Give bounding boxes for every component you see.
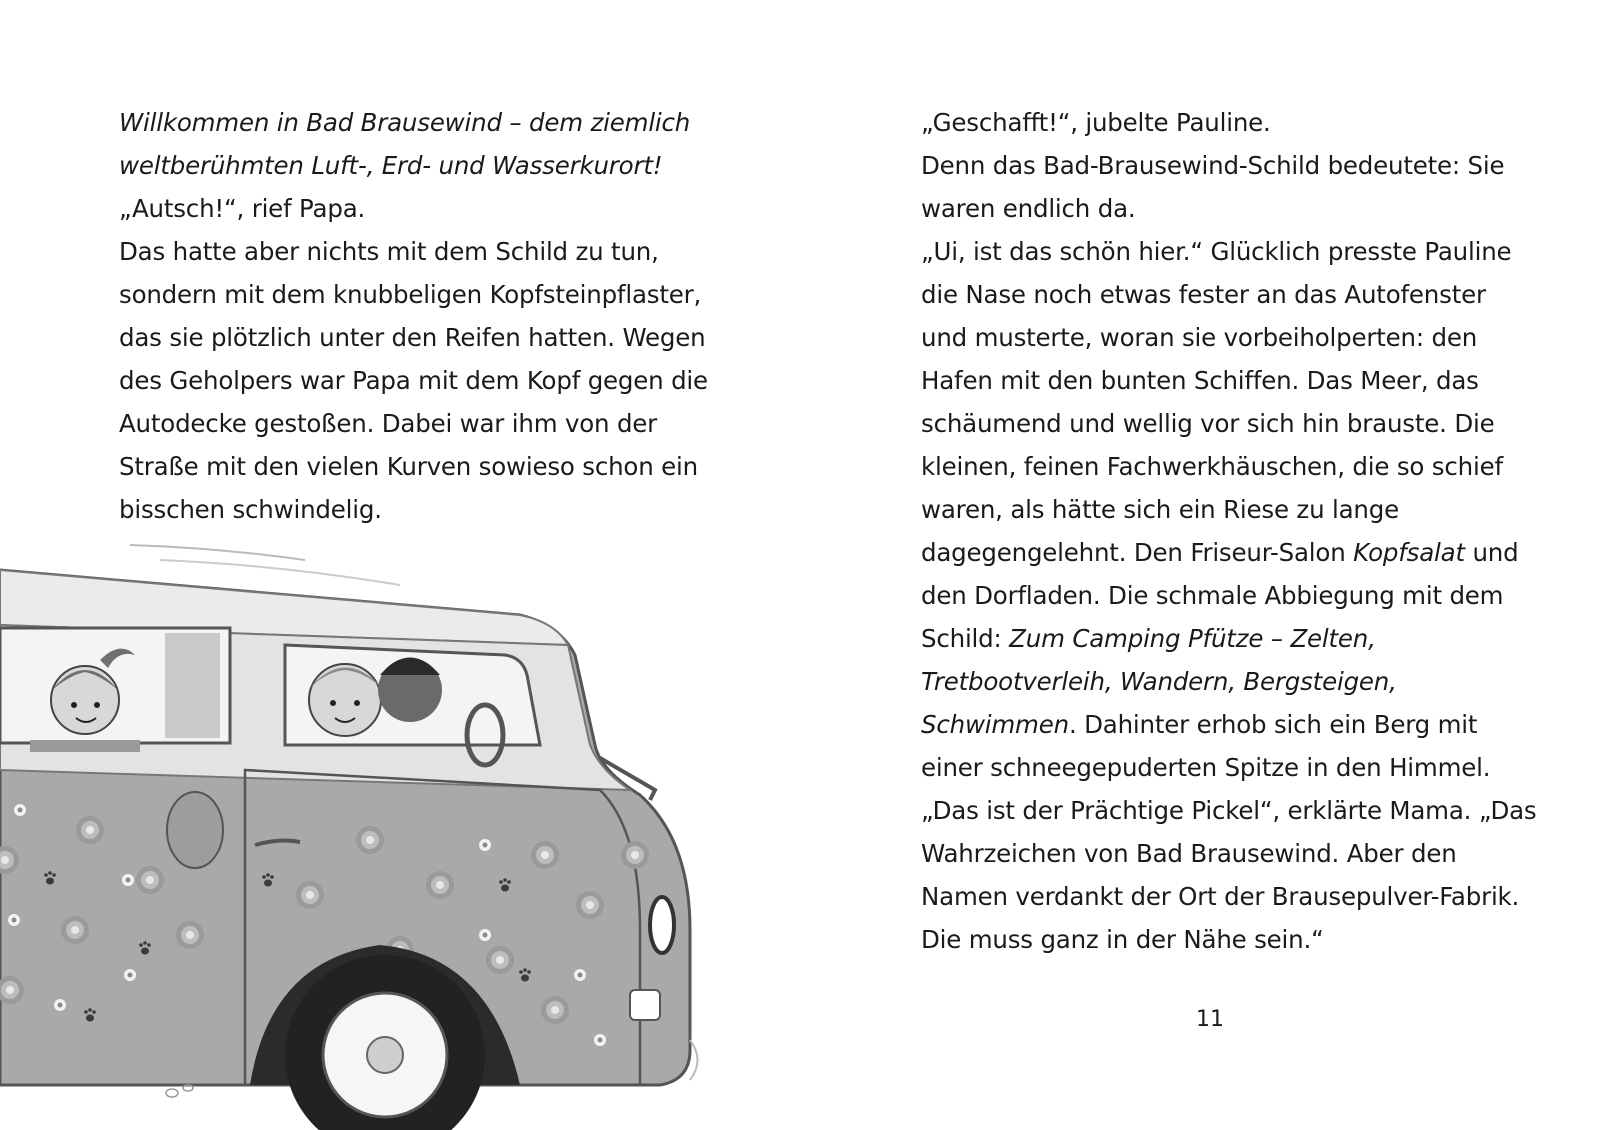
right-page-text (921, 101, 1537, 961)
text-line (119, 144, 679, 187)
text-line (921, 789, 1537, 832)
text-line (921, 144, 1521, 187)
italic-text: weltberühmten Luft-, Erd- und Wasserkurort! (119, 151, 663, 180)
text-line (921, 273, 1521, 316)
text-line (119, 402, 679, 445)
text-segment: bisschen schwindelig. (119, 495, 382, 524)
text-line (921, 832, 1521, 875)
text-line (921, 187, 1521, 230)
text-line (921, 402, 1521, 445)
italic-text: Willkommen in Bad Brausewind – dem ziemlich (119, 108, 691, 137)
text-line (119, 187, 679, 230)
text-line (921, 918, 1521, 961)
text-line (921, 617, 1521, 660)
text-line (921, 660, 1521, 703)
text-segment: Die muss ganz in der Nähe sein.“ (921, 925, 1324, 954)
text-line (119, 230, 679, 273)
text-line (921, 101, 1521, 144)
text-segment: Autodecke gestoßen. Dabei war ihm von der (119, 409, 658, 438)
text-line (921, 230, 1521, 273)
text-segment: waren endlich da. (921, 194, 1136, 223)
text-segment: dagegengelehnt. Den Friseur-Salon (921, 538, 1354, 567)
italic-text: Schwimmen (921, 710, 1069, 739)
italic-text: Zum Camping Pfütze – Zelten, (1009, 624, 1376, 653)
text-segment: Straße mit den vielen Kurven sowieso schon ein (119, 452, 698, 481)
text-segment: Namen verdankt der Ort der Brausepulver-Fabrik. (921, 882, 1520, 911)
text-segment: und (1464, 538, 1519, 567)
text-segment: sondern mit dem knubbeligen Kopfsteinpflaster, (119, 280, 702, 309)
page-number: 11 (1196, 1007, 1224, 1032)
text-segment: Hafen mit den bunten Schiffen. Das Meer, das (921, 366, 1479, 395)
text-line (921, 746, 1521, 789)
text-line (921, 445, 1521, 488)
text-line (921, 875, 1521, 918)
text-line (119, 273, 702, 316)
text-segment: „Ui, ist das schön hier.“ Glücklich presste Pauline (921, 237, 1512, 266)
text-segment: Denn das Bad-Brausewind-Schild bedeutete: Sie (921, 151, 1505, 180)
text-line (119, 445, 698, 488)
text-segment: Wahrzeichen von Bad Brausewind. Aber den (921, 839, 1457, 868)
text-segment: die Nase noch etwas fester an das Autofenster (921, 280, 1486, 309)
text-segment: das sie plötzlich unter den Reifen hatten. Wegen (119, 323, 706, 352)
text-segment: Schild: (921, 624, 1010, 653)
text-segment: waren, als hätte sich ein Riese zu lange (921, 495, 1399, 524)
text-segment: kleinen, feinen Fachwerkhäuschen, die so schief (921, 452, 1503, 481)
text-line (921, 316, 1521, 359)
text-line (921, 574, 1521, 617)
text-segment: „Autsch!“, rief Papa. (119, 194, 366, 223)
text-line (921, 531, 1521, 574)
text-segment: den Dorfladen. Die schmale Abbiegung mit dem (921, 581, 1504, 610)
text-segment: des Geholpers war Papa mit dem Kopf gegen die (119, 366, 708, 395)
text-segment: einer schneegepuderten Spitze in den Himmel. (921, 753, 1491, 782)
text-line (119, 359, 708, 402)
text-segment: „Das ist der Prächtige Pickel“, erklärte Mama. „Das (921, 796, 1537, 825)
text-segment: . Dahinter erhob sich ein Berg mit (1068, 710, 1478, 739)
text-line (921, 703, 1521, 746)
left-page-text (119, 101, 708, 531)
text-line (921, 359, 1521, 402)
text-line (119, 316, 706, 359)
italic-text: Tretbootverleih, Wandern, Bergsteigen, (921, 667, 1397, 696)
text-line (921, 488, 1521, 531)
text-segment: „Geschafft!“, jubelte Pauline. (921, 108, 1271, 137)
italic-text: Kopfsalat (1353, 538, 1465, 567)
text-segment: und musterte, woran sie vorbeiholperten: den (921, 323, 1478, 352)
text-segment: Das hatte aber nichts mit dem Schild zu tun, (119, 237, 659, 266)
text-line (119, 488, 679, 531)
text-line (119, 101, 691, 144)
text-segment: schäumend und wellig vor sich hin brauste. Die (921, 409, 1495, 438)
van-illustration (0, 540, 730, 1130)
